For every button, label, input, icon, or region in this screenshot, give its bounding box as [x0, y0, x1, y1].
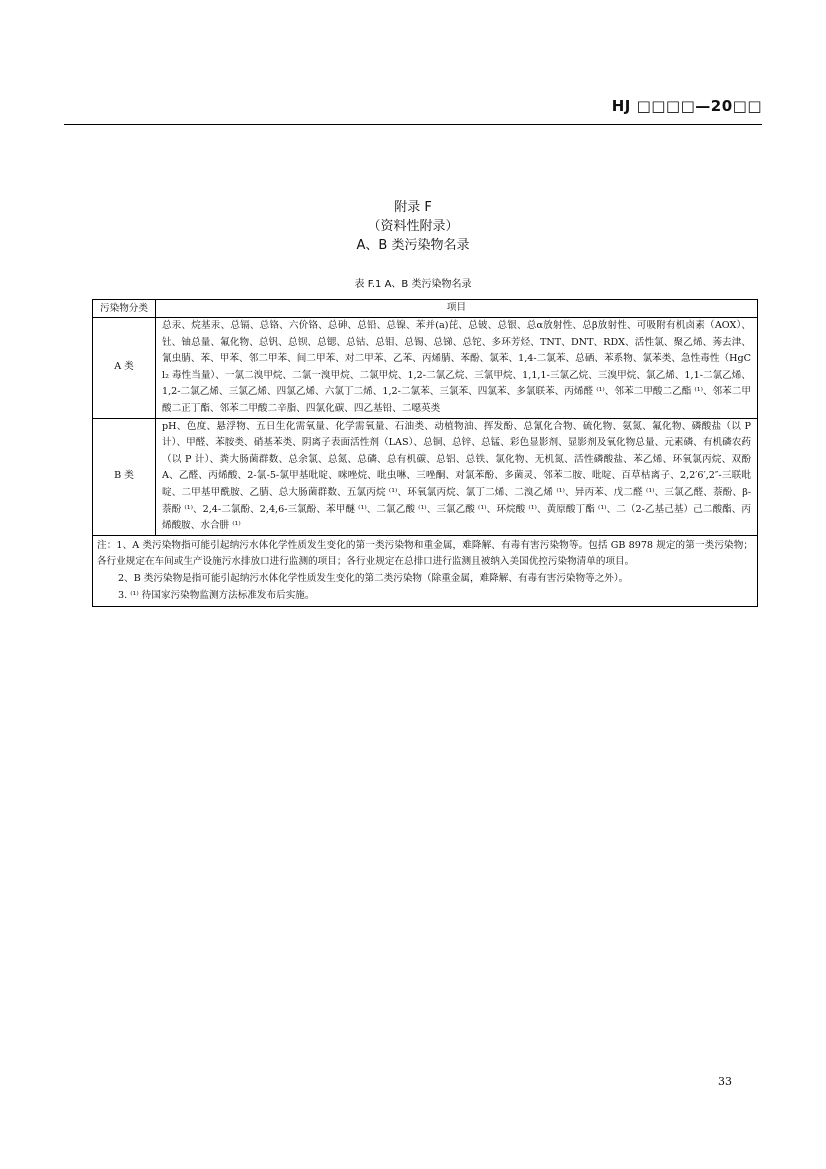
category-label-b: B 类	[114, 470, 134, 482]
content-cell-b	[156, 418, 758, 535]
note-3: 3. ⁽¹⁾ 待国家污染物监测方法标准发布后实施。	[118, 589, 315, 601]
table-caption: 表 F.1 A、B 类污染物名录	[354, 279, 472, 290]
appendix-title-block	[0, 198, 826, 255]
note-1: 注：1、A 类污染物指可能引起纳污水体化学性质发生变化的第一类污染物和重金属，难降解、有毒有害污染物等。包括 GB 8978 规定的第一类污染物；各行业规定在车间或生产设施污水排放口进行监测的项目；各行业规定在总排口进行监测且被纳入美国优控污染物清单的项目。	[97, 539, 753, 568]
appendix-heading: A、B 类污染物名录	[356, 238, 470, 253]
header-category-label: 污染物分类	[100, 303, 148, 314]
class-b-pollutants: pH、色度、悬浮物、五日生化需氧量、化学需氧量、石油类、动植物油、挥发酚、总氰化合物、硫化物、氨氮、氟化物、磷酸盐（以 P 计）、甲醛、苯胺类、硝基苯类、阴离子表面活性剂（LAS）、总铜、总锌、总锰、彩色显影剂、显影剂及氧化物总量、元素磷、有机磷农药（以 P 计）、粪大肠菌群数、总余氯、总氮、总磷、总有机碳、总铝、总铁、氯化物、无机氮、活性磷酸盐、苯乙烯、环氧氯丙烷、双酚 A、乙醛、丙烯酸、2-氯-5-氯甲基吡啶、咪唑烷、吡虫啉、三唑酮、对氯苯酚、多菌灵、邻苯二胺、吡啶、百草枯离子、2,2′6′,2″-三联吡啶、二甲基甲酰胺、乙腈、总大肠菌群数、五氯丙烷 ⁽¹⁾、环氧氯丙烷、氯丁二烯、二溴乙烯 ⁽¹⁾、异丙苯、戊二醛 ⁽¹⁾、三氯乙醛、萘酚、β-萘酚 ⁽¹⁾、2,4-二氯酚、2,4,6-三氯酚、苯甲醚 ⁽¹⁾、二氯乙酸 ⁽¹⁾、三氯乙酸 ⁽¹⁾、环烷酸 ⁽¹⁾、黄原酸丁酯 ⁽¹⁾、二（2-乙基己基）己二酸酯、丙烯酸胺、水合肼 ⁽¹⁾	[162, 420, 751, 532]
header-item-cell	[156, 300, 758, 318]
appendix-subtitle: （资料性附录）	[367, 219, 459, 234]
pollutant-table	[92, 299, 758, 607]
table-row-class-a	[93, 318, 758, 419]
header-rule	[64, 124, 762, 125]
notes-cell	[93, 535, 758, 606]
content-cell-a	[156, 318, 758, 419]
class-a-pollutants: 总汞、烷基汞、总镉、总铬、六价铬、总砷、总铅、总镍、苯并(a)芘、总铍、总银、总α放射性、总β放射性、可吸附有机卤素（AOX）、钍、铀总量、氟化物、总钒、总钡、总锶、总钴、总钼、总锡、总锑、总铊、多环芳烃、TNT、DNT、RDX、活性氯、聚乙烯、莠去津、氰虫腈、苯、甲苯、邻二甲苯、间二甲苯、对二甲苯、乙苯、丙烯腈、苯酚、氯苯、1,4-二氯苯、总硒、苯系物、氯苯类、急性毒性（HgCl₂ 毒性当量）、一氯二溴甲烷、二氯一溴甲烷、二氯甲烷、1,2-二氯乙烷、三氯甲烷、1,1,1-三氯乙烷、三溴甲烷、氯乙烯、1,1-二氯乙烯、1,2-二氯乙烯、三氯乙烯、四氯乙烯、六氯丁二烯、1,2-二氯苯、三氯苯、四氯苯、多氯联苯、丙烯醛 ⁽¹⁾、邻苯二甲酸二乙酯 ⁽¹⁾、邻苯二甲酸二正丁酯、邻苯二甲酸二辛脂、四氯化碳、四乙基铅、二噁英类	[162, 320, 751, 414]
table-notes-row	[93, 535, 758, 606]
header-item-label: 项目	[446, 302, 467, 314]
header-category-cell	[93, 300, 156, 318]
category-cell-b	[93, 418, 156, 535]
standard-code: HJ □□□□—20□□	[611, 97, 762, 115]
appendix-title: 附录 F	[394, 200, 432, 215]
page-number: 33	[718, 1075, 732, 1088]
category-label-a: A 类	[114, 361, 134, 373]
table-header-row	[93, 300, 758, 318]
note-2: 2、B 类污染物是指可能引起纳污水体化学性质发生变化的第二类污染物（除重金属，难降解、有毒有害污染物等之外）。	[118, 572, 629, 584]
table-row-class-b	[93, 418, 758, 535]
category-cell-a	[93, 318, 156, 419]
